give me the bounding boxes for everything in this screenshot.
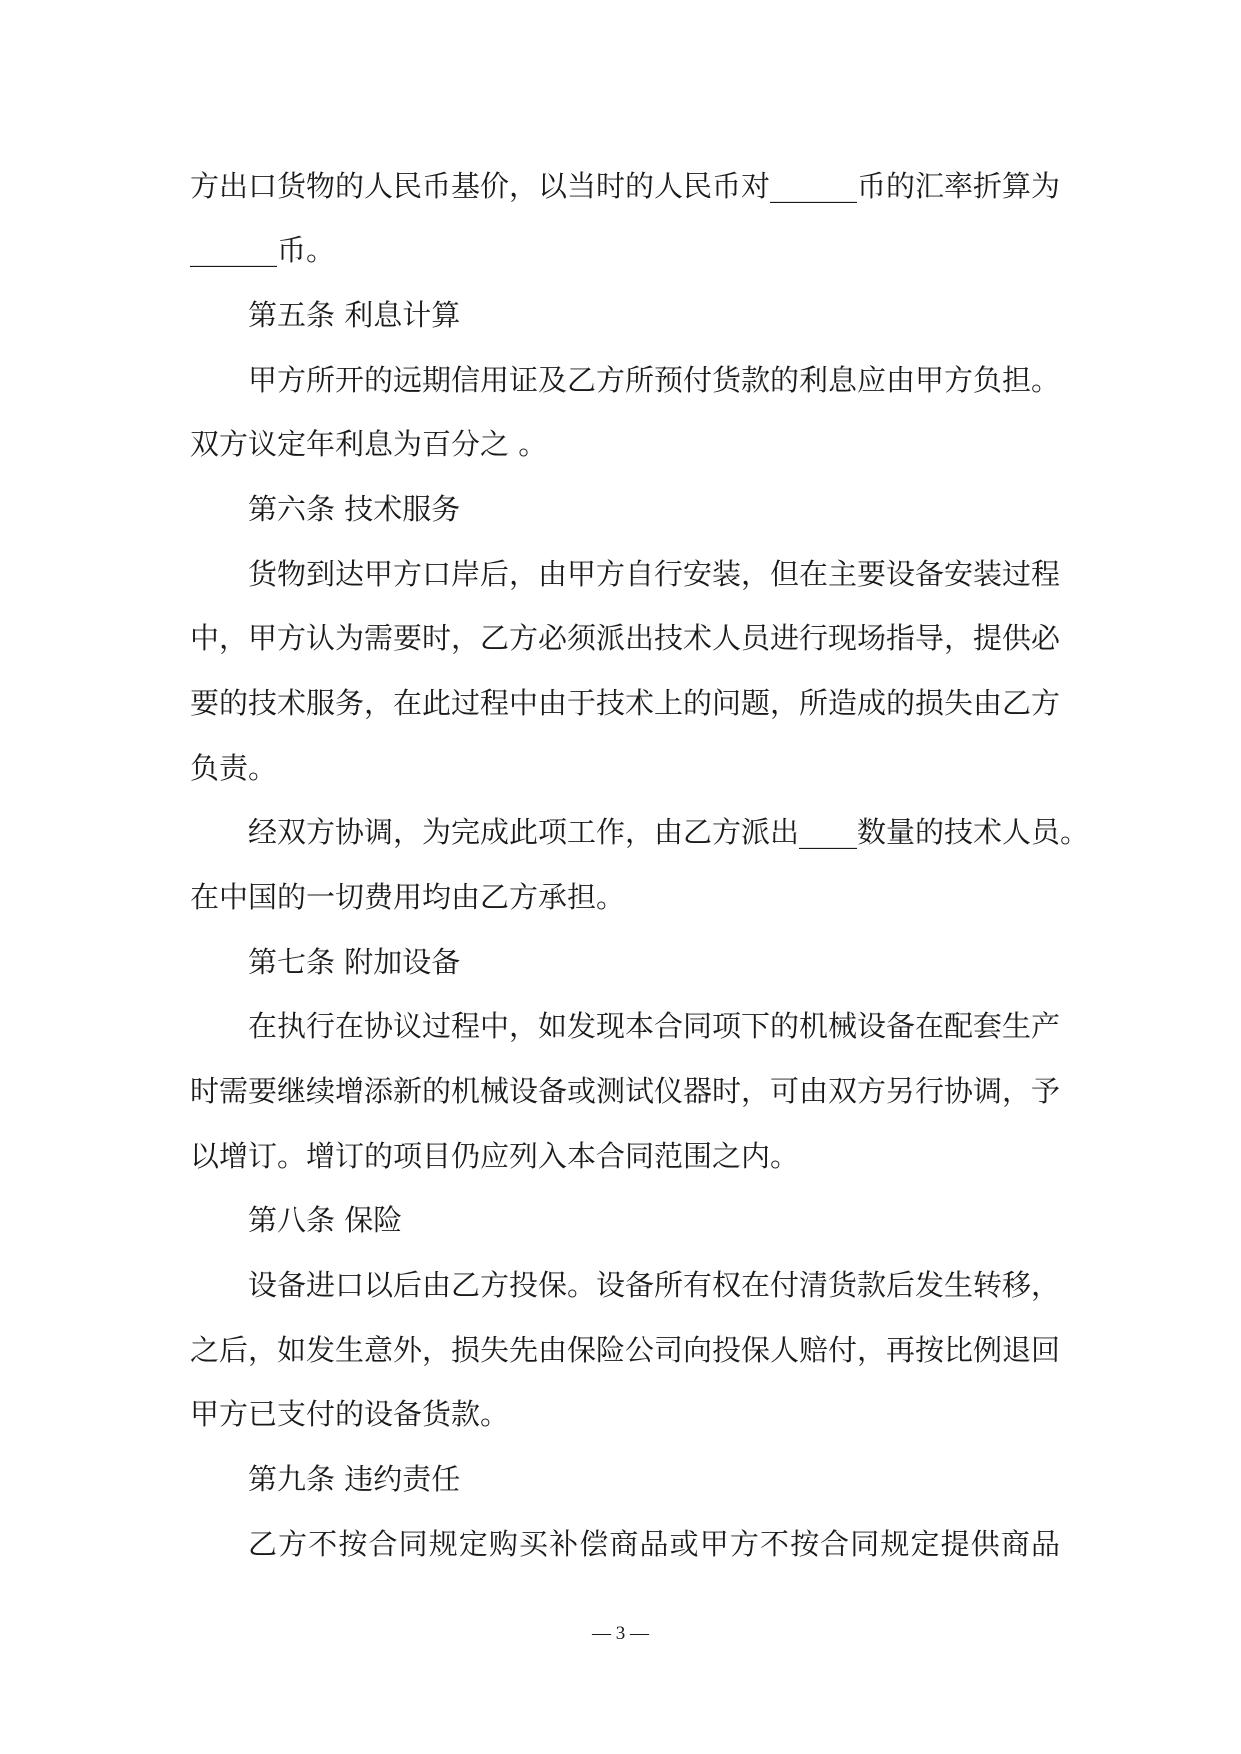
body-line: 方出口货物的人民币基价，以当时的人民币对______币的汇率折算为 (190, 169, 1061, 203)
body-line: ______币。 (190, 233, 336, 267)
article-heading: 第七条 附加设备 (248, 945, 461, 979)
article-heading: 第六条 技术服务 (248, 492, 461, 526)
body-line: 甲方所开的远期信用证及乙方所预付货款的利息应由甲方负担。 (248, 363, 1061, 397)
article-heading: 第九条 违约责任 (248, 1462, 461, 1496)
body-line: 以增订。增订的项目仍应列入本合同范围之内。 (190, 1139, 800, 1173)
body-line: 乙方不按合同规定购买补偿商品或甲方不按合同规定提供商品 (248, 1527, 1060, 1561)
article-heading: 第八条 保险 (248, 1203, 403, 1237)
body-line: 经双方协调，为完成此项工作，由乙方派出____数量的技术人员。 (248, 815, 1090, 849)
page-number: — 3 — (592, 1623, 649, 1644)
body-line: 负责。 (190, 751, 278, 785)
body-line: 设备进口以后由乙方投保。设备所有权在付清货款后发生转移， (248, 1268, 1061, 1302)
body-line: 时需要继续增添新的机械设备或测试仪器时，可由双方另行协调，予 (190, 1074, 1061, 1108)
article-heading: 第五条 利息计算 (248, 298, 461, 332)
body-line: 货物到达甲方口岸后，由甲方自行安装，但在主要设备安装过程 (248, 557, 1061, 591)
body-line: 中，甲方认为需要时，乙方必须派出技术人员进行现场指导，提供必 (190, 621, 1061, 655)
body-line: 甲方已支付的设备货款。 (190, 1397, 510, 1431)
body-line: 在执行在协议过程中，如发现本合同项下的机械设备在配套生产 (248, 1009, 1061, 1043)
body-line: 之后，如发生意外，损失先由保险公司向投保人赔付，再按比例退回 (190, 1333, 1061, 1367)
body-line: 双方议定年利息为百分之 。 (190, 427, 548, 461)
body-line: 要的技术服务，在此过程中由于技术上的问题，所造成的损失由乙方 (190, 686, 1061, 720)
body-line: 在中国的一切费用均由乙方承担。 (190, 880, 626, 914)
